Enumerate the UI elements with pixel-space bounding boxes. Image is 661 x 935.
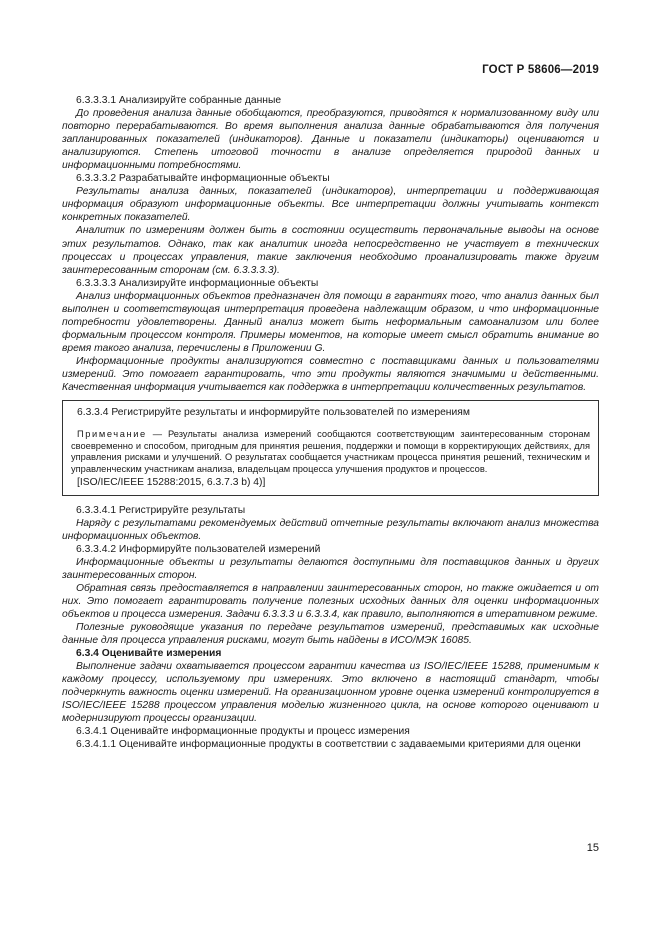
paragraph: До проведения анализа данные обобщаются, преобразуются, приводятся к нормализованному виду или повторно перерабатываются. Во время выполнения анализа данные обрабатываются для получения запланированных показателей (индикаторов). Данные и показатели (индикаторы) оцениваются и анализируются. Степень итоговой точности в анализе определяется природой данных и информационными потребностями. bbox=[62, 108, 599, 172]
paragraph: Результаты анализа данных, показателей (индикаторов), интерпретации и поддерживающая информация образуют информационные объекты. Все интерпретации должны учитывать контекст конкретных показателей. bbox=[62, 186, 599, 224]
paragraph: 6.3.3.4.1 Регистрируйте результаты bbox=[76, 504, 246, 516]
section-6-3-3-3 bbox=[62, 94, 599, 394]
paragraph: 6.3.3.3.2 Разрабатывайте информационные объекты bbox=[76, 173, 330, 185]
paragraph: Анализ информационных объектов предназначен для помощи в гарантиях того, что анализ данных был выполнен и соответствующая интерпретация проведена надлежащим образом, и что информационные потребности удовлетворены. Данный анализ может быть неформальным самоанализом или более формальным процессом контроля. Примеры моментов, на которые имеет смысл обратить внимание во время такого анализа, перечислены в Приложении G. bbox=[62, 290, 599, 354]
paragraph: Наряду с результатами рекомендуемых действий отчетные результаты включают анализ множества информационных объектов. bbox=[62, 517, 599, 542]
paragraph: Выполнение задачи охватывается процессом гарантии качества из ISO/IEC/IEEE 15288, применимым к каждому процессу, используемому при измерениях. Это включено в настоящий стандарт, чтобы подчеркнуть важность оценки измерений. На организационном уровне оценка измерений контролируется в ISO/IEC/IEEE 15288 процессом управления моделью жизненного цикла, на основе которого оценивают и модернизируют процессы организации. bbox=[62, 661, 599, 725]
paragraph: 6.3.3.3.1 Анализируйте собранные данные bbox=[76, 95, 282, 106]
paragraph: 6.3.3.4.2 Информируйте пользователей измерений bbox=[76, 543, 321, 555]
paragraph: 6.3.4.1.1 Оценивайте информационные продукты в соответствии с задаваемыми критериями для оценки bbox=[76, 739, 581, 751]
requirement-box bbox=[62, 400, 599, 495]
box-title: 6.3.3.4 Регистрируйте результаты и информируйте пользователей по измерениям bbox=[77, 407, 470, 419]
section-heading: 6.3.4 Оценивайте измерения bbox=[76, 648, 222, 660]
paragraph: Информационные продукты анализируются совместно с поставщиками данных и пользователями измерений. Это помогает гарантировать, что эти продукты являются значимыми и действенными. Качественная информация учитывается как поддержка в интерпретации количественных результатов. bbox=[62, 355, 599, 394]
paragraph: Информационные объекты и результаты делаются доступными для поставщиков данных и других заинтересованных сторон. bbox=[62, 556, 599, 581]
document-body bbox=[62, 94, 599, 751]
section-6-3-3-4 bbox=[62, 504, 599, 752]
note-label: Примечание bbox=[77, 429, 147, 440]
page-number: 15 bbox=[586, 842, 599, 854]
paragraph: Обратная связь предоставляется в направлении заинтересованных сторон, но также ожидается и от них. Это помогает гарантировать получение полезных исходных данных для оценки информационных объектов и процесса измерения. Задачи 6.3.3.3 и 6.3.3.4, как правило, выполняются в итеративном режиме. bbox=[62, 582, 599, 620]
paragraph: Полезные руководящие указания по передаче результатов измерений, представимых как исходные данные для процесса управления рисками, могут быть найдены в ИСО/МЭК 16085. bbox=[62, 621, 599, 647]
document-header: ГОСТ Р 58606—2019 bbox=[482, 64, 599, 76]
reference: [ISO/IEC/IEEE 15288:2015, 6.3.7.3 b) 4)] bbox=[77, 476, 266, 488]
note-text: — Результаты анализа измерений сообщаются соответствующим заинтересованным сторонам своевременно и способом, пригодным для принятия решения, поддержки и помощи в корректирующих действиях, для управления рисками и улучшений. О результатах сообщается участникам процесса принятия решений, техническим и управленческим участникам анализа, владельцам процесса улучшения продуктов и процессов. bbox=[71, 429, 590, 474]
note bbox=[71, 429, 590, 475]
paragraph: Аналитик по измерениям должен быть в состоянии осуществить первоначальные выводы на основе этих результатов. Однако, так как аналитик иногда непосредственно не участвует в технических процессах и процессах управления, такие заключения необходимо проанализировать также другим заинтересованным сторонам (см. 6.3.3.3.3). bbox=[62, 225, 599, 276]
paragraph: 6.3.3.3.3 Анализируйте информационные объекты bbox=[76, 277, 319, 289]
paragraph: 6.3.4.1 Оценивайте информационные продукты и процесс измерения bbox=[76, 726, 410, 738]
